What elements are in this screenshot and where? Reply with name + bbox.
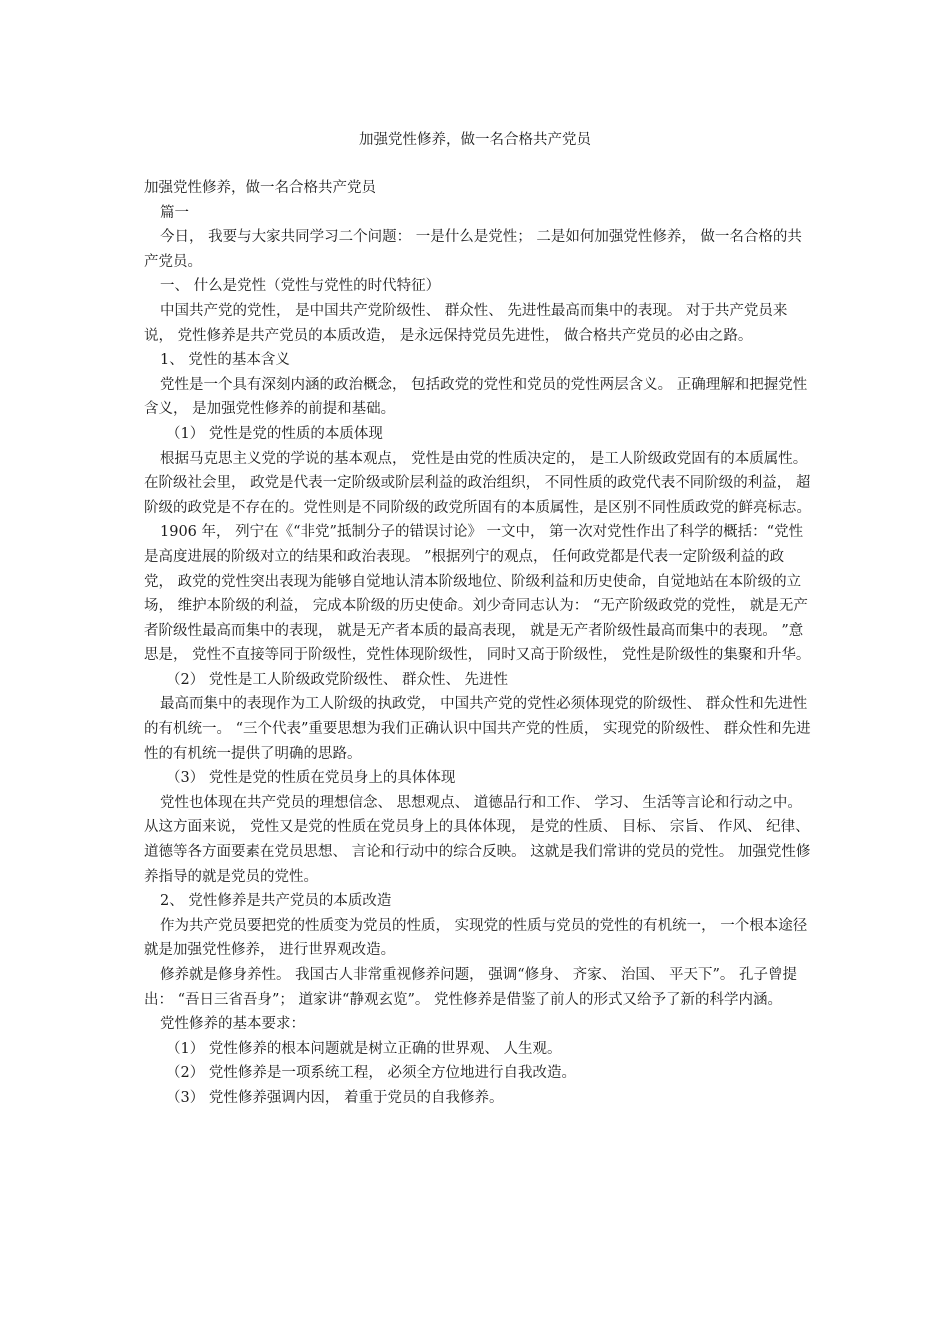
heading-basic-meaning: 1、 党性的基本含义 [160, 352, 290, 369]
section-label-pian-yi: 篇一 [160, 204, 189, 221]
subheading-3: （3） 党性是党的性质在党员身上的具体体现 [166, 770, 456, 787]
requirement-item-3: （3） 党性修养强调内因， 着重于党员的自我修养。 [166, 1089, 504, 1106]
requirement-item-2: （2） 党性修养是一项系统工程， 必须全方位地进行自我改造。 [166, 1065, 576, 1082]
article-heading: 加强党性修养，做一名合格共产党员 [144, 180, 376, 196]
subheading-2: （2） 党性是工人阶级政党阶级性、 群众性、 先进性 [166, 671, 509, 688]
paragraph-worldview-transformation: 作为共产党员要把党的性质变为党员的性质， 实现党的性质与党员的党性的有机统一， 一个根本途径就是加强党性修养， 进行世界观改造。 [144, 917, 808, 959]
paragraph-self-cultivation: 修养就是修身养性。 我国古人非常重视修养问题， 强调“修身、 齐家、 治国、 平天下”。 孔子曾提出： “吾日三省吾身”； 道家讲“静观玄览”。 党性修养是借鉴了前人的形式又给予了新的科学内涵。 [144, 967, 797, 1008]
paragraph-lenin-1906: 1906 年， 列宁在《“非党”抵制分子的错误讨论》 一文中， 第一次对党性作出了科学的概括：“党性是高度进展的阶级对立的结果和政治表现。 ”根据列宁的观点， 任何政党都是代表一定阶级利益的政党， 政党的党性突出表现为能够自觉地认清本阶级地位、阶级利益和历史使命，自觉地站在本阶级的立场， 维护本阶级的利益， 完成本阶级的历史使命。刘少奇同志认为： “无产阶级政党的党性， 就是无产者阶级性最高而集中的表现， 就是无产者本质的最高表现， 就是无产者阶级性最高而集中的表现。 ”意思是， 党性不直接等同于阶级性，党性体现阶级性， 同时又高于阶级性， 党性是阶级性的集聚和升华。 [144, 524, 811, 664]
subheading-1: （1） 党性是党的性质的本质体现 [166, 425, 383, 442]
heading-essential-transformation: 2、 党性修养是共产党员的本质改造 [160, 893, 392, 910]
paragraph-marxist-theory: 根据马克思主义党的学说的基本观点， 党性是由党的性质决定的， 是工人阶级政党固有的本质属性。 在阶级社会里， 政党是代表一定阶级或阶层利益的政治组织， 不同性质的政党代表不同阶级的利益， 超阶级的政党是不存在的。党性则是不同阶级的政党所固有的本质属性，是区别不同性质政党的鲜亮标志。 [144, 450, 811, 516]
document-body [144, 176, 812, 1111]
paragraph-party-spirit-definition: 中国共产党的党性， 是中国共产党阶级性、 群众性、 先进性最高而集中的表现。 对于共产党员来说， 党性修养是共产党员的本质改造， 是永远保持党员先进性， 做合格共产党员的必由之路。 [144, 302, 788, 344]
paragraph-ruling-party: 最高而集中的表现作为工人阶级的执政党， 中国共产党的党性必须体现党的阶级性、 群众性和先进性的有机统一。 “三个代表”重要思想为我们正确认识中国共产党的性质， 实现党的阶级性、 群众性和先进性的有机统一提供了明确的思路。 [144, 696, 811, 762]
page-title: 加强党性修养，做一名合格共产党员 [359, 132, 591, 148]
heading-what-is-party-spirit: 一、 什么是党性（党性与党性的时代特征） [160, 278, 441, 295]
paragraph-member-embodiment: 党性也体现在共产党员的理想信念、 思想观点、 道德品行和工作、 学习、 生活等言论和行动之中。 从这方面来说， 党性又是党的性质在党员身上的具体体现， 是党的性质、 目标、 宗旨、 作风、 纪律、 道德等各方面要素在党员思想、 言论和行动中的综合反映。 这就是我们常讲的党员的党性。 加强党性修养指导的就是党员的党性。 [144, 794, 811, 885]
intro-paragraph: 今日， 我要与大家共同学习二个问题： 一是什么是党性； 二是如何加强党性修养， 做一名合格的共产党员。 [144, 229, 802, 270]
paragraph-basic-meaning: 党性是一个具有深刻内涵的政治概念， 包括政党的党性和党员的党性两层含义。 正确理解和把握党性含义， 是加强党性修养的前提和基础。 [144, 376, 808, 418]
paragraph-basic-requirements: 党性修养的基本要求： [160, 1016, 305, 1033]
requirement-item-1: （1） 党性修养的根本问题就是树立正确的世界观、 人生观。 [166, 1040, 562, 1057]
